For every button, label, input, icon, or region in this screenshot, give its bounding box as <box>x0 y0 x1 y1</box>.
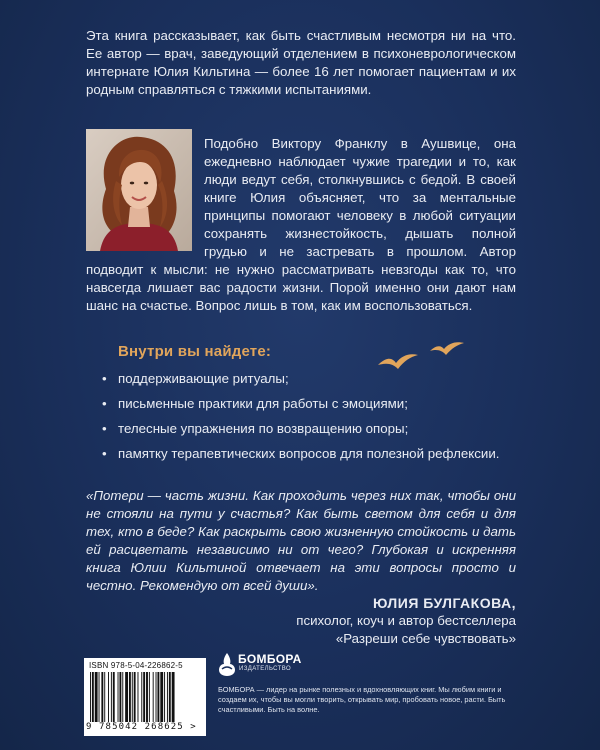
intro-paragraph: Эта книга рассказывает, как быть счастливым несмотря ни на что. Ее автор — врач, заведующий отделением в психоневрологическом интернате Юлия Кильтина — более 16 лет помогает пациентам и их родным справляться с тяжкими испытаниями. <box>86 28 516 97</box>
barcode-digits: 9 785042 268625 > <box>86 722 197 732</box>
logo-text: БОМБОРА <box>238 652 302 666</box>
author-book: «Разреши себе чувствовать» <box>335 631 516 646</box>
inside-list <box>102 370 522 470</box>
list-item: • поддерживающие ритуалы; <box>102 370 522 388</box>
publisher-description: БОМБОРА — лидер на рынке полезных и вдохновляющих книг. Мы любим книги и создаем их, чтобы вы могли творить, открывать мир, пробовать новое, расти. Быть счастливыми. Быть на волне. <box>218 685 506 715</box>
isbn-label: ISBN 978-5-04-226862-5 <box>89 661 183 670</box>
publisher-logo <box>218 651 308 679</box>
list-item: • памятку терапевтических вопросов для полезной рефлексии. <box>102 445 522 463</box>
bio-text: Подобно Виктору Франклу в Аушвице, она ежедневно наблюдает чужие трагедии и то, как люди ведут себя, столкнувшись с бедой. В своей книге Юлия объясняет, что за ментальные принципы помогают человеку в любой ситуации сохранять жизнестойкость, дышать полной грудью и не застревать в прошлом. Автор подводит к мысли: не нужно рассматривать невзгоды как то, что навсегда лишает вас радости жизни. Порой именно они дают нам шанс на счастье. Вопрос лишь в том, как им воспользоваться. <box>86 136 516 313</box>
list-item: • телесные упражнения по возвращению опоры; <box>102 420 522 438</box>
inside-heading: Внутри вы найдете: <box>118 343 272 360</box>
list-item: • письменные практики для работы с эмоциями; <box>102 395 522 413</box>
logo-subtext: ИЗДАТЕЛЬСТВО <box>239 666 292 672</box>
bio-paragraph <box>86 135 516 315</box>
bombora-icon <box>218 651 236 677</box>
author-name: ЮЛИЯ БУЛГАКОВА, <box>373 595 516 611</box>
quote-author <box>86 594 516 648</box>
birds-icon <box>374 335 470 375</box>
testimonial-quote: «Потери — часть жизни. Как проходить через них так, чтобы они не стояли на пути у счастья? Как быть светом для себя и для тех, кто в беде? Как раскрыть свою жизненную стойкость и дать ей расцветать независимо ни от чего? Глубокая и искренняя книга Юлии Кильтиной отвечает на эти вопросы просто и честно. Рекомендую от всей души». <box>86 488 516 593</box>
barcode <box>84 658 206 736</box>
author-role: психолог, коуч и автор бестселлера <box>296 613 516 628</box>
barcode-bars <box>88 672 202 722</box>
